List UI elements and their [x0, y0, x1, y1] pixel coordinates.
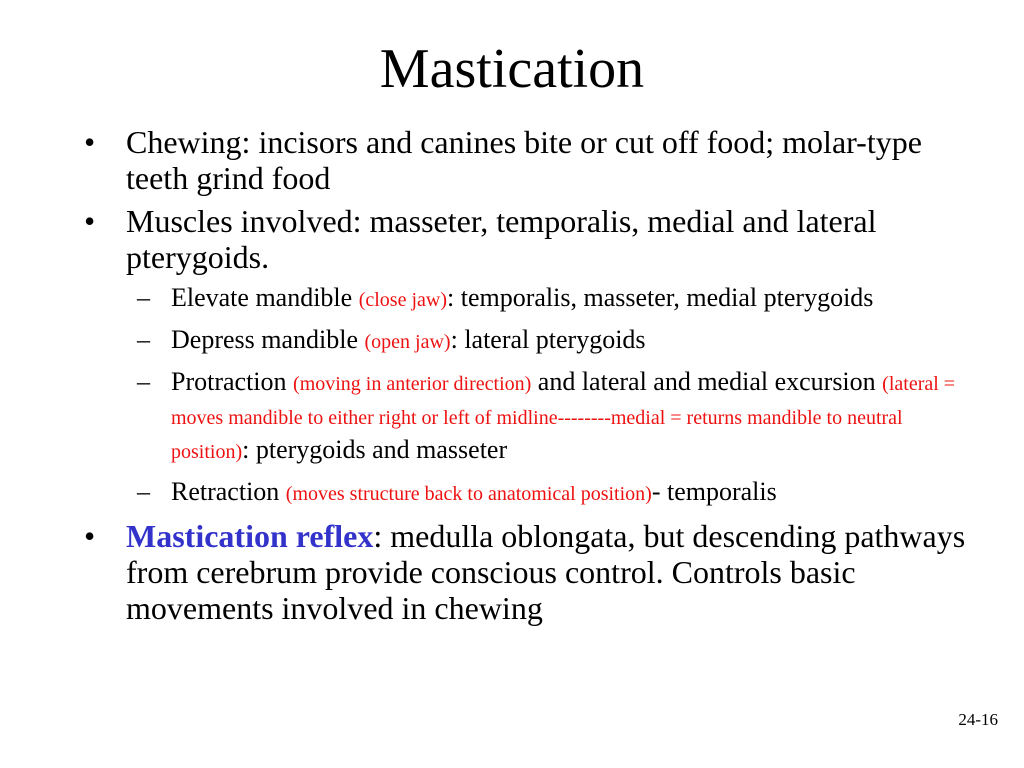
bullet-chewing: [84, 124, 984, 196]
bullet-text: : medulla oblongata, but descending pathways from cerebrum provide conscious control. Controls basic movements involved in chewing: [126, 518, 966, 626]
sub-bullet-text: - temporalis: [651, 477, 777, 506]
sub-bullet-note: (moves structure back to anatomical position): [285, 483, 652, 505]
sub-bullet-text: Depress mandible: [171, 325, 365, 354]
sub-bullet-retraction: [137, 476, 984, 510]
sub-bullet-text: and lateral and medial excursion: [531, 367, 883, 396]
sub-bullet-depress: [137, 324, 984, 358]
sub-bullet-protraction: [137, 366, 984, 468]
sub-bullet-text: Protraction: [171, 367, 294, 396]
bullet-muscles: [84, 203, 984, 275]
sub-bullet-note: (close jaw): [358, 289, 447, 311]
bullet-dot-icon: •: [84, 203, 96, 239]
dash-icon: –: [137, 477, 150, 506]
sub-bullet-note: (lateral = moves mandible to either right or left of midline--------medial = returns mandible to neutral position): [171, 373, 956, 463]
sub-bullet-text: Elevate mandible: [171, 283, 359, 312]
sub-bullet-note: (open jaw): [364, 331, 451, 353]
bullet-text: Muscles involved: masseter, temporalis, medial and lateral pterygoids.: [126, 203, 877, 275]
dash-icon: –: [137, 283, 150, 312]
bullet-dot-icon: •: [84, 518, 96, 554]
sub-bullet-text: Retraction: [171, 477, 286, 506]
page-number: 24-16: [958, 710, 998, 729]
slide-content: [84, 124, 984, 633]
sub-bullet-elevate: [137, 282, 984, 316]
bullet-reflex: [84, 518, 984, 626]
sub-bullet-text: : temporalis, masseter, medial pterygoids: [447, 283, 874, 312]
dash-icon: –: [137, 325, 150, 354]
sub-bullet-text: : lateral pterygoids: [450, 325, 646, 354]
dash-icon: –: [137, 367, 150, 396]
sub-bullet-note: (moving in anterior direction): [293, 373, 532, 395]
bullet-text: Chewing: incisors and canines bite or cut off food; molar-type teeth grind food: [126, 124, 922, 196]
slide-title: Mastication: [379, 38, 645, 100]
highlight-term: Mastication reflex: [126, 518, 374, 554]
sub-bullet-text: : pterygoids and masseter: [242, 435, 508, 464]
bullet-dot-icon: •: [84, 124, 96, 160]
